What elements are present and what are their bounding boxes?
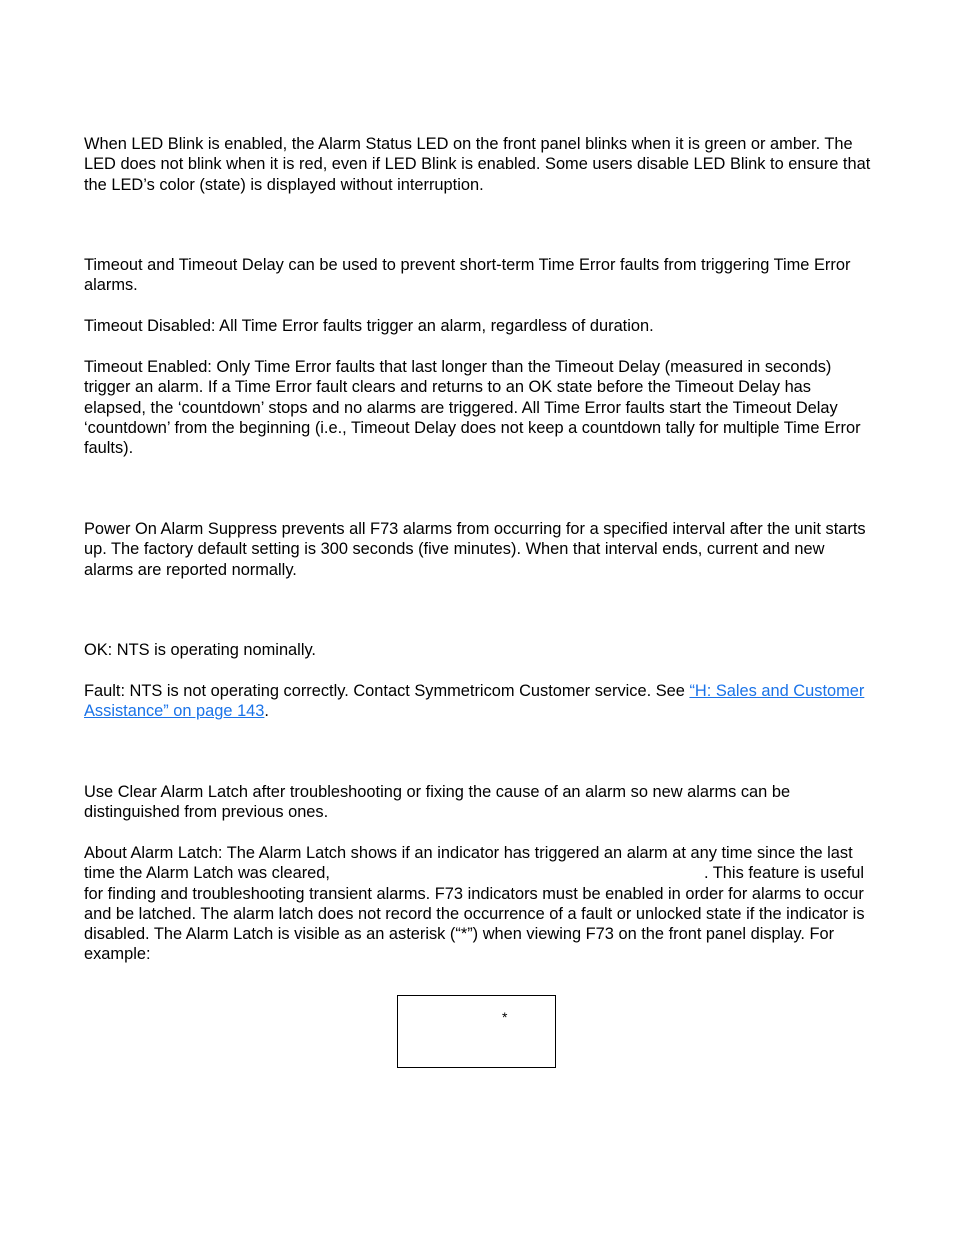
timeout-enabled-paragraph: Timeout Enabled: Only Time Error faults that last longer than the Timeout Delay (measured in seconds) trigger an alarm. If a Time Error fault clears and returns to an OK state before the Timeout Delay has elapsed, the ‘countdown’ stops and no alarms are triggered. All Time Error faults start the Timeout Delay ‘countdown’ from the beginning (i.e., Timeout Delay does not keep a countdown tally for multiple Time Error faults). <box>84 358 861 458</box>
fault-text: Fault: NTS is not operating correctly. Contact Symmetricom Customer service. See <box>84 682 690 700</box>
alarm-latch-asterisk: * <box>502 1009 508 1025</box>
fault-suffix: . <box>264 702 269 721</box>
status-ok-paragraph: OK: NTS is operating nominally. <box>84 641 316 659</box>
about-alarm-latch-paragraph <box>84 843 874 965</box>
sales-assistance-link[interactable]: “H: Sales and Customer Assistance” on page 143 <box>84 682 865 721</box>
status-fault-paragraph <box>84 681 874 722</box>
about-latch-text-2: . This feature is useful for finding and troubleshooting transient alarms. F73 indicators must be enabled in order for alarms to occur and be latched. The alarm latch does not record the occurrence of a fault or unlocked state if the indicator is disabled. The Alarm Latch is visible as an asterisk (“*”) when viewing F73 on the front panel display. For example: <box>84 864 865 964</box>
timeout-disabled-paragraph: Timeout Disabled: All Time Error faults trigger an alarm, regardless of duration. <box>84 317 654 335</box>
about-latch-text-1: About Alarm Latch: The Alarm Latch shows if an indicator has triggered an alarm at any time since the last time the Alarm Latch was cleared, <box>84 844 853 883</box>
timeout-intro-paragraph: Timeout and Timeout Delay can be used to prevent short-term Time Error faults from triggering Time Error alarms. <box>84 256 851 295</box>
led-blink-paragraph: When LED Blink is enabled, the Alarm Status LED on the front panel blinks when it is green or amber. The LED does not blink when it is red, even if LED Blink is enabled. Some users disable LED Blink to ensure that the LED’s color (state) is displayed without interruption. <box>84 135 871 194</box>
power-on-suppress-paragraph: Power On Alarm Suppress prevents all F73 alarms from occurring for a specified interval after the unit starts up. The factory default setting is 300 seconds (five minutes). When that interval ends, current and new alarms are reported normally. <box>84 520 866 579</box>
clear-latch-paragraph: Use Clear Alarm Latch after troubleshooting or fixing the cause of an alarm so new alarms can be distinguished from previous ones. <box>84 783 791 822</box>
front-panel-display-example <box>397 995 556 1068</box>
